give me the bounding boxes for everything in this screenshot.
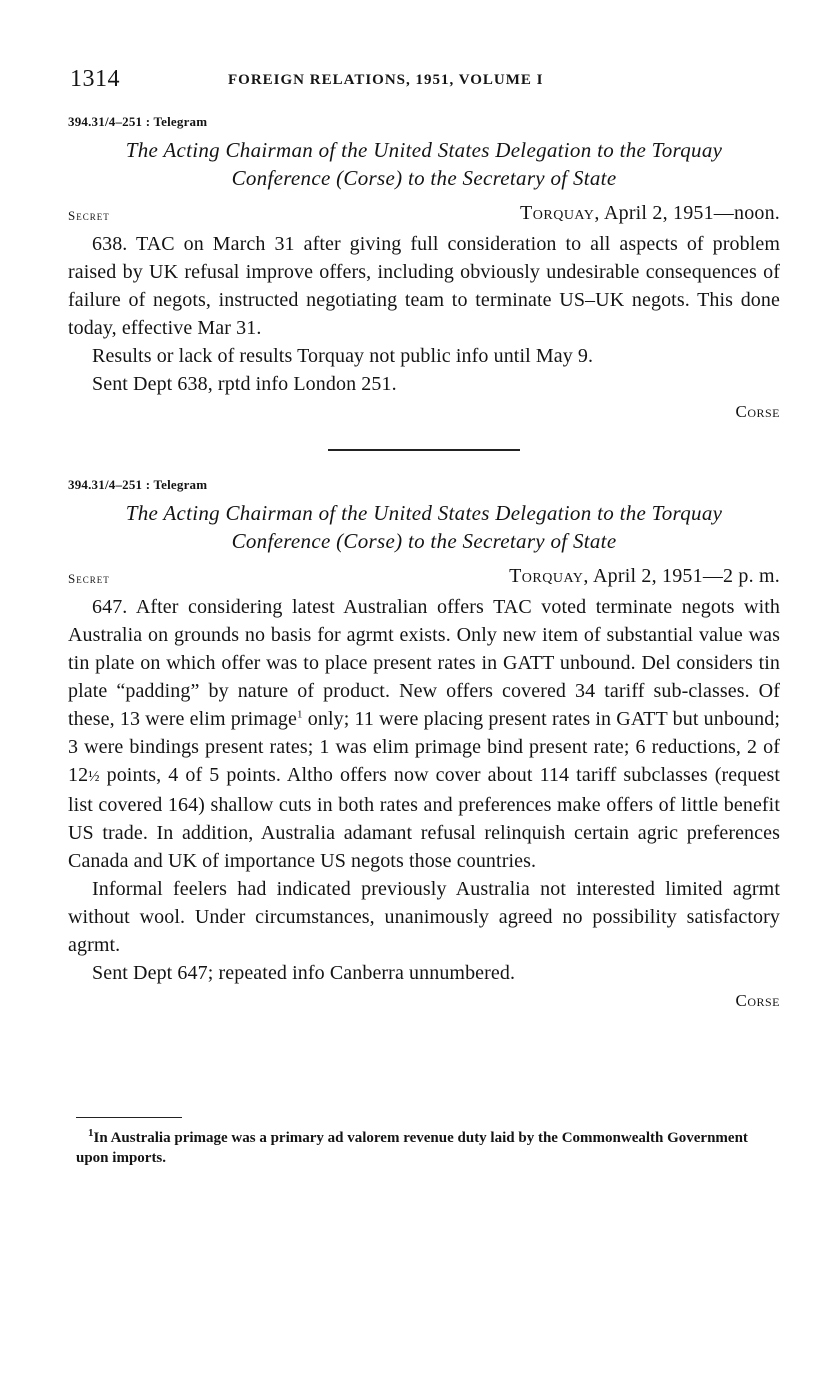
dateline-date: April 2, 1951—2 p. m. [588,565,780,587]
classification: Secret [68,208,110,223]
page-number: 1314 [70,66,120,92]
signature: Corse [735,991,780,1010]
footnote-rule [76,1117,182,1118]
section-divider [328,449,520,451]
title-line-1: The Acting Chairman of the United States Delegation to the Torquay [125,501,723,525]
signature: Corse [735,402,780,421]
classification-line [68,202,780,230]
body-paragraph: 638. TAC on March 31 after giving full consideration to all aspects of problem raised by UK refusal improve offers, including obviously undesirable consequences of failure of negots, instructed negotiating team to terminate US–UK negots. This done today, effective Mar 31. [68,233,780,339]
file-reference: 394.31/4–251 : Telegram [68,477,208,492]
dateline-place: Torquay, [509,565,589,587]
body-paragraph: Results or lack of results Torquay not public info until May 9. [92,345,594,367]
footnote-text: In Australia primage was a primary ad valorem revenue duty laid by the Commonwealth Government upon imports. [76,1130,748,1166]
page-header [70,66,780,96]
dateline-place: Torquay, [520,202,600,224]
body-paragraph [68,593,780,875]
footnote-reference[interactable]: 1 [297,708,303,721]
dateline [520,202,780,225]
telegram-638 [68,114,780,422]
dateline-date: April 2, 1951—noon. [599,202,780,224]
footnote [76,1128,782,1168]
dateline [509,565,780,588]
file-reference: 394.31/4–251 : Telegram [68,114,208,129]
fraction: ½ [88,769,100,785]
telegram-647 [68,477,780,1011]
classification-line [68,565,780,593]
title-line-1: The Acting Chairman of the United States Delegation to the Torquay [125,138,723,162]
document-title [68,499,780,555]
title-line-2: Conference (Corse) to the Secretary of State [231,529,617,553]
footnote-marker: 1 [88,1127,94,1139]
body-paragraph: Sent Dept 638, rptd info London 251. [92,373,397,395]
paragraph-text: 647. After considering latest Australian offers TAC voted terminate negots with Australia on grounds no basis for agrmt exists. Only new item of substantial value was tin plate on which offer was to place present rates in GATT unbound. Del considers tin plate “padding” by nature of product. New offers covered 34 tariff sub-classes. Of these, 13 were elim primage [68,596,780,730]
body-paragraph: Informal feelers had indicated previously Australia not interested limited agrmt without wool. Under circumstances, unanimously agreed no possibility satisfactory agrmt. [68,878,780,956]
classification: Secret [68,571,110,586]
body-paragraph: Sent Dept 647; repeated info Canberra unnumbered. [92,962,516,984]
running-head: FOREIGN RELATIONS, 1951, VOLUME I [228,72,544,88]
title-line-2: Conference (Corse) to the Secretary of State [231,166,617,190]
document-title [68,136,780,192]
paragraph-text: only; 11 were placing present rates in GATT but unbound; 3 were bindings present rates; 1 was elim primage bind present rate; 6 reductions, 2 of 12 [68,708,780,786]
paragraph-text: points, 4 of 5 points. Altho offers now cover about 114 tariff subclasses (request list covered 164) shallow cuts in both rates and preferences make offers of little benefit US trade. In addition, Australia adamant refusal relinquish certain agric preferences Canada and UK of importance US negots those countries. [68,764,780,872]
